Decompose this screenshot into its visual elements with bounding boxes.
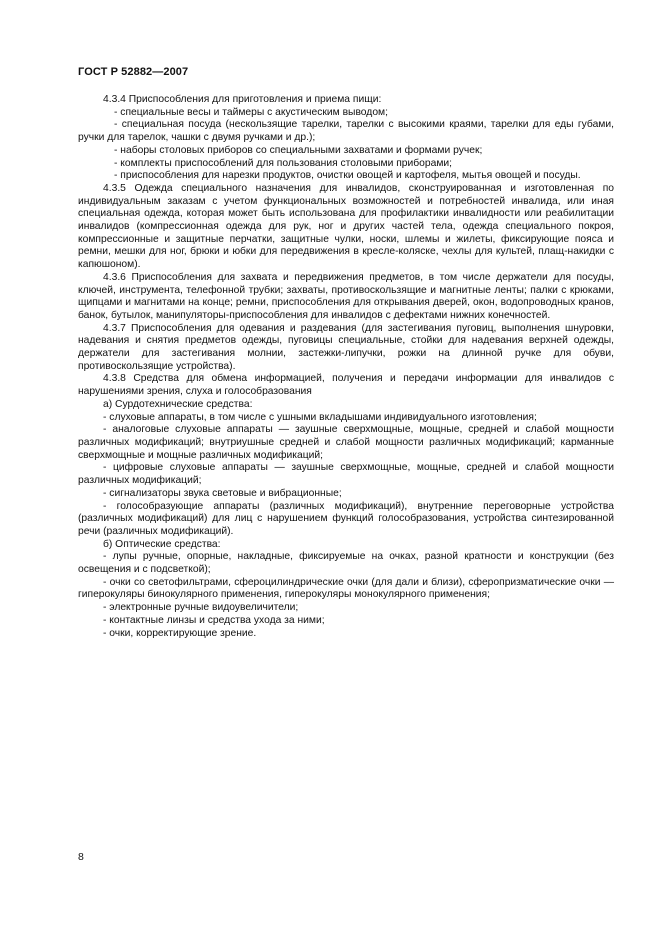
list-item: - сигнализаторы звука световые и вибрационные; (103, 487, 342, 499)
bullet-item: - специальные весы и таймеры с акустическим выводом; (114, 106, 388, 118)
clause-4-3-6: 4.3.6 Приспособления для захвата и передвижения предметов, в том числе держатели для посуды, ключей, инструмента, телефонной трубки; захваты, противоскользящие и магнитные ленты; палки с крюками, щипцами и магнитами на конце; ремни, приспособления для открывания дверей, окон, водопроводных кранов, банок, бутылок, манипуляторы-приспособления для инвалидов с дефектами нижних конечностей. (78, 271, 614, 321)
list-item: - очки, корректирующие зрение. (103, 627, 257, 639)
list-item: - электронные ручные видоувеличители; (103, 602, 299, 614)
bullet-item: - приспособления для нарезки продуктов, очистки овощей и картофеля, мытья овощей и посуды. (114, 170, 581, 182)
list-item: - очки со светофильтрами, сфероцилиндрические очки (для дали и близи), сферопризматические очки — гиперокуляры бинокулярного применения, гиперокуляры монокулярного применения; (78, 576, 614, 601)
document-body (78, 94, 614, 640)
clause-4-3-5: 4.3.5 Одежда специального назначения для инвалидов, сконструированная и изготовленная по индивидуальным заказам с учетом функциональных возможностей и потребностей инвалида, или иная специальная одежда, которая может быть использована для профилактики инвалидности или реабилитации инвалидов (компрессионная одежда для рук, ног и других частей тела, одежда специального покроя, компрессионные и защитные перчатки, защитные чулки, носки, шлемы и жилеты, фиксирующие пояса и ремни, мешки для ног, брюки и юбки для передвижения в кресле-коляске, чехлы для культей, плащ-накидки с капюшоном). (78, 182, 614, 271)
clause-4-3-7: 4.3.7 Приспособления для одевания и раздевания (для застегивания пуговиц, выполнения шнуровки, надевания и снятия предметов одежды, пуговицы специальные, стойки для надевания верхней одежды, держатели для застегивания молнии, застежки-липучки, рожки на длинной ручке для обуви, противоскользящие устройства). (78, 322, 614, 372)
subsection-a-heading: а) Сурдотехнические средства: (103, 398, 253, 410)
bullet-item: - комплекты приспособлений для пользования столовыми приборами; (114, 157, 453, 169)
list-item: - слуховые аппараты, в том числе с ушными вкладышами индивидуального изготовления; (103, 411, 537, 423)
list-item: - лупы ручные, опорные, накладные, фиксируемые на очках, разной кратности и конструкции (без освещения и с подсветкой); (78, 551, 614, 576)
bullet-item: - специальная посуда (нескользящие тарелки, тарелки с высокими краями, тарелки для еды губами, ручки для тарелок, чашки с двумя ручками и др.); (78, 119, 614, 144)
list-item: - контактные линзы и средства ухода за ними; (103, 614, 325, 626)
clause-4-3-8: 4.3.8 Средства для обмена информацией, получения и передачи информации для инвалидов с нарушениями зрения, слуха и голособразования (78, 373, 614, 398)
list-item: - цифровые слуховые аппараты — заушные сверхмощные, мощные, средней и слабой мощности различных модификаций; (78, 462, 614, 487)
page-number: 8 (78, 851, 84, 863)
subsection-b-heading: б) Оптические средства: (103, 538, 221, 550)
bullet-item: - наборы столовых приборов со специальными захватами и формами ручек; (114, 144, 483, 156)
list-item: - аналоговые слуховые аппараты — заушные сверхмощные, мощные, средней и слабой мощности различных модификаций; внутриушные средней и слабой мощности различных модификаций; карманные сверхмощные и мощные различных модификаций; (78, 424, 614, 461)
document-code-header: ГОСТ Р 52882—2007 (78, 66, 189, 78)
clause-4-3-4: 4.3.4 Приспособления для приготовления и приема пищи: (103, 94, 382, 105)
list-item: - голособразующие аппараты (различных модификаций), внутренние переговорные устройства (различных модификаций) для лиц с нарушением функций голособразования, устройства синтезированной речи (различных модификаций). (78, 500, 614, 537)
